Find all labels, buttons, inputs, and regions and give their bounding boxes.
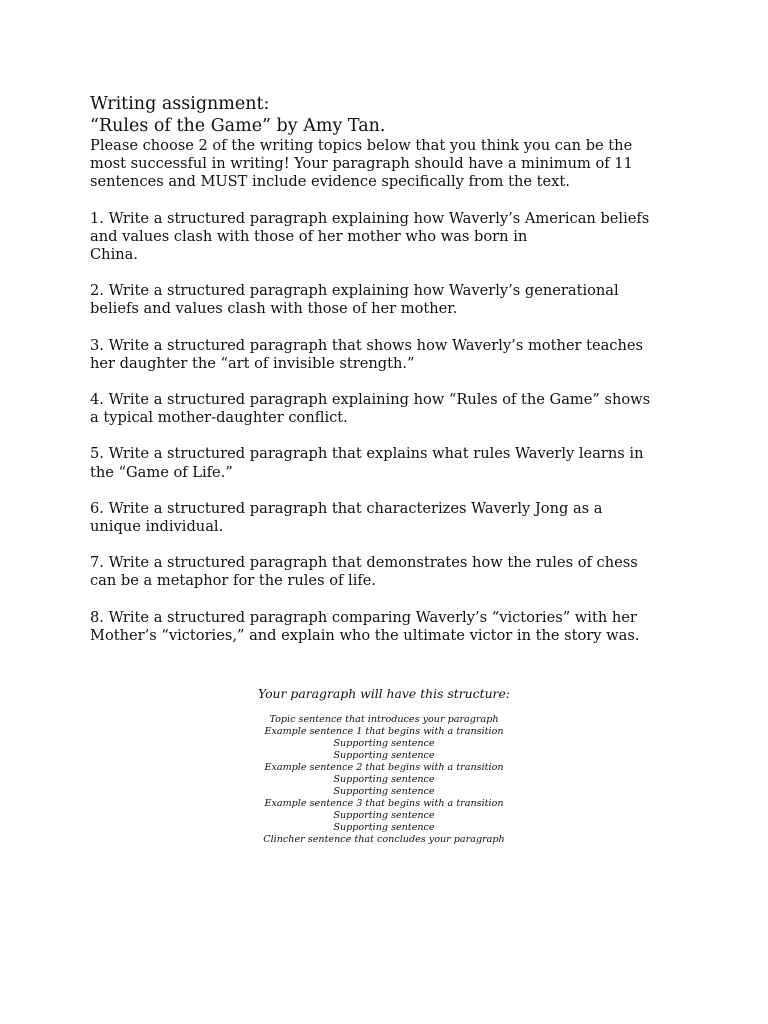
structure-item: Example sentence 3 that begins with a transition <box>264 798 504 809</box>
topic-6 <box>90 500 690 536</box>
structure-item: Clincher sentence that concludes your paragraph <box>263 834 505 845</box>
text-line: 5. Write a structured paragraph that explains what rules Waverly learns in <box>90 445 644 463</box>
title-line: “Rules of the Game” by Amy Tan. <box>90 116 386 136</box>
text-line: and values clash with those of her mother who was born in <box>90 227 528 245</box>
text-line: beliefs and values clash with those of her mother. <box>90 300 458 318</box>
text-line: sentences and MUST include evidence specifically from the text. <box>90 173 570 191</box>
text-line: 3. Write a structured paragraph that shows how Waverly’s mother teaches <box>90 336 643 354</box>
structure-item: Supporting sentence <box>333 774 435 785</box>
structure-item: Example sentence 2 that begins with a transition <box>264 762 504 773</box>
structure-heading: Your paragraph will have this structure: <box>258 686 510 701</box>
topic-3 <box>90 337 690 373</box>
text-line: Mother’s “victories,” and explain who the ultimate victor in the story was. <box>90 626 640 644</box>
text-line: 8. Write a structured paragraph comparing Waverly’s “victories” with her <box>90 608 637 626</box>
text-line: can be a metaphor for the rules of life. <box>90 572 377 590</box>
topic-1 <box>90 210 690 265</box>
topic-4 <box>90 391 690 427</box>
document-title <box>90 93 690 137</box>
structure-list <box>0 714 768 846</box>
structure-item: Supporting sentence <box>333 738 435 749</box>
title-line: Writing assignment: <box>90 94 270 114</box>
topic-8 <box>90 609 690 645</box>
structure-item: Supporting sentence <box>333 810 435 821</box>
text-line: Please choose 2 of the writing topics below that you think you can be the <box>90 137 633 154</box>
text-line: unique individual. <box>90 518 224 536</box>
text-line: 7. Write a structured paragraph that demonstrates how the rules of chess <box>90 554 638 572</box>
text-line: her daughter the “art of invisible strength.” <box>90 354 415 372</box>
paragraph-structure <box>0 686 768 846</box>
text-line: 6. Write a structured paragraph that characterizes Waverly Jong as a <box>90 499 603 517</box>
structure-item: Supporting sentence <box>333 750 435 761</box>
document-page <box>90 93 690 645</box>
text-line: a typical mother-daughter conflict. <box>90 409 348 427</box>
text-line: the “Game of Life.” <box>90 463 233 481</box>
structure-item: Supporting sentence <box>333 822 435 833</box>
structure-item: Supporting sentence <box>333 786 435 797</box>
structure-item: Example sentence 1 that begins with a transition <box>264 726 504 737</box>
topic-7 <box>90 554 690 590</box>
text-line: China. <box>90 246 138 264</box>
topic-5 <box>90 445 690 481</box>
structure-item: Topic sentence that introduces your paragraph <box>269 714 499 725</box>
topic-2 <box>90 282 690 318</box>
text-line: most successful in writing! Your paragraph should have a minimum of 11 <box>90 155 633 173</box>
text-line: 1. Write a structured paragraph explaining how Waverly’s American beliefs <box>90 209 650 227</box>
text-line: 4. Write a structured paragraph explaining how “Rules of the Game” shows <box>90 391 651 409</box>
intro-paragraph <box>90 137 690 192</box>
text-line: 2. Write a structured paragraph explaining how Waverly’s generational <box>90 282 619 300</box>
